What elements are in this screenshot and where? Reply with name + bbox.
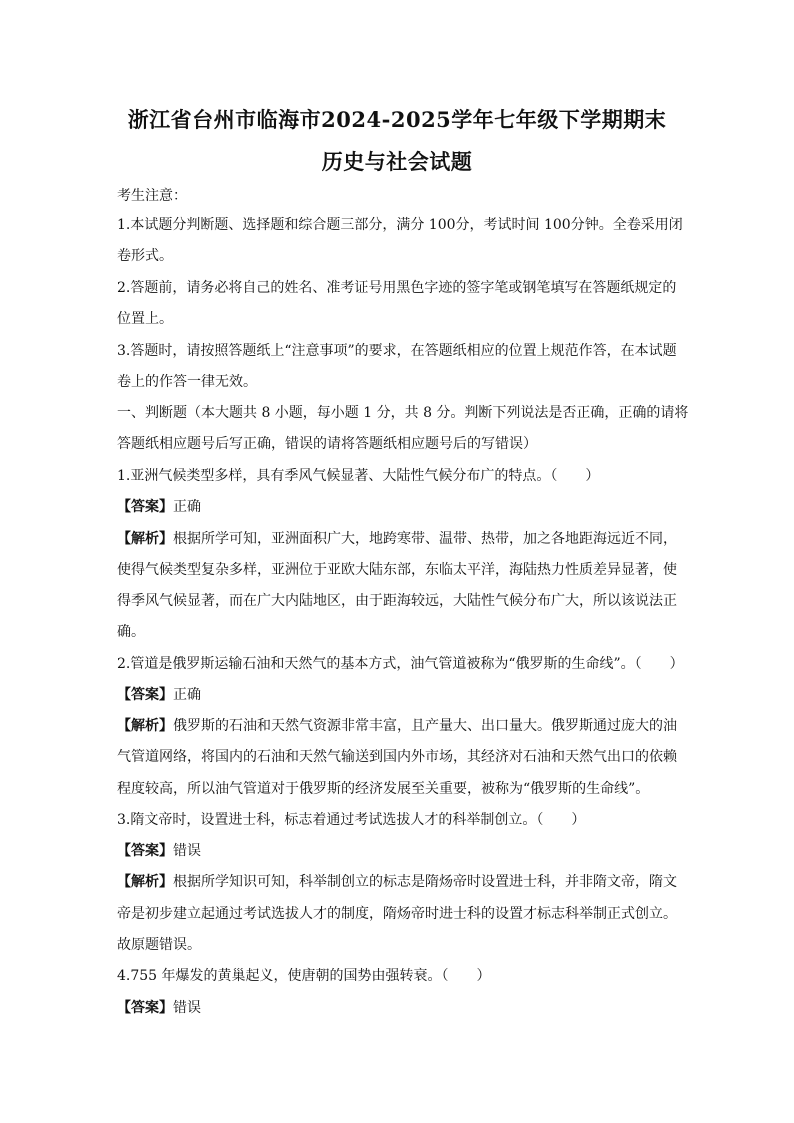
question-1-analysis-line-4: 确。: [117, 624, 145, 640]
document-title: 浙江省台州市临海市2024-2025学年七年级下学期期末: [127, 107, 667, 132]
question-2-analysis-line-1: [117, 716, 692, 736]
notice-2-line-1: 2.答题前，请务必将自己的姓名、准考证号用黑色字迹的签字笔或钢笔填写在答题纸规定的: [117, 280, 677, 296]
question-3-analysis-line-3: 故原题错误。: [117, 937, 201, 953]
question-2-analysis-line-3: 程度较高，所以油气管道对于俄罗斯的经济发展至关重要，被称为“俄罗斯的生命线”。: [117, 781, 650, 797]
notice-3-line-2: 卷上的作答一律无效。: [117, 374, 257, 390]
answer-value: 正确: [173, 687, 201, 703]
analysis-text: 根据所学知识可知，科举制创立的标志是隋炀帝时设置进士科，并非隋文帝，隋文: [173, 874, 677, 890]
answer-label: 【答案】: [117, 687, 173, 703]
question-4: 4.755 年爆发的黄巢起义，使唐朝的国势由强转衰。（ ）: [117, 968, 491, 984]
notice-1-line-2: 卷形式。: [117, 248, 173, 264]
analysis-label: 【解析】: [117, 718, 173, 734]
answer-label: 【答案】: [117, 499, 173, 515]
answer-value: 错误: [173, 1000, 201, 1016]
answer-label: 【答案】: [117, 1000, 173, 1016]
analysis-label: 【解析】: [117, 874, 173, 890]
section-1-heading-line-1: 一、判断题（本大题共 8 小题，每小题 1 分，共 8 分。判断下列说法是否正确，正确的请将: [117, 405, 689, 421]
question-4-answer: [117, 998, 692, 1018]
question-3: 3.隋文帝时，设置进士科，标志着通过考试选拔人才的科举制创立。（ ）: [117, 812, 586, 828]
question-2-analysis-line-2: 气管道网络，将国内的石油和天然气输送到国内外市场，其经济对石油和天然气出口的依赖: [117, 749, 677, 765]
question-1-analysis-line-2: 使得气候类型复杂多样，亚洲位于亚欧大陆东部，东临太平洋，海陆热力性质差异显著，使: [117, 562, 677, 578]
question-1-analysis-line-3: 得季风气候显著，而在广大内陆地区，由于距海较远，大陆性气候分布广大，所以该说法正: [117, 593, 677, 609]
answer-value: 错误: [173, 843, 201, 859]
answer-label: 【答案】: [117, 843, 173, 859]
question-3-analysis-line-2: 帝是初步建立起通过考试选拔人才的制度，隋炀帝时进士科的设置才标志科举制正式创立。: [117, 906, 677, 922]
section-1-heading-line-2: 答题纸相应题号后写正确，错误的请将答题纸相应题号后的写错误）: [117, 436, 537, 452]
analysis-text: 俄罗斯的石油和天然气资源非常丰富，且产量大、出口量大。俄罗斯通过庞大的油: [173, 718, 677, 734]
answer-value: 正确: [173, 499, 201, 515]
notice-heading: 考生注意：: [117, 188, 187, 204]
question-1-answer: [117, 497, 692, 517]
notice-3-line-1: 3.答题时，请按照答题纸上“注意事项”的要求，在答题纸相应的位置上规范作答，在本试题: [117, 343, 677, 359]
document-subtitle: 历史与社会试题: [321, 149, 473, 174]
question-2-answer: [117, 685, 692, 705]
question-2: 2.管道是俄罗斯运输石油和天然气的基本方式，油气管道被称为“俄罗斯的生命线”。（ ）: [117, 656, 684, 672]
question-3-answer: [117, 841, 692, 861]
question-1-analysis-line-1: [117, 529, 692, 549]
analysis-label: 【解析】: [117, 531, 173, 547]
question-1: 1.亚洲气候类型多样，具有季风气候显著、大陆性气候分布广的特点。（ ）: [117, 468, 600, 484]
analysis-text: 根据所学可知，亚洲面积广大，地跨寒带、温带、热带，加之各地距海远近不同，: [173, 531, 677, 547]
notice-1-line-1: 1.本试题分判断题、选择题和综合题三部分，满分 100分，考试时间 100分钟。全卷采用闭: [117, 217, 683, 233]
question-3-analysis-line-1: [117, 872, 692, 892]
notice-2-line-2: 位置上。: [117, 311, 173, 327]
